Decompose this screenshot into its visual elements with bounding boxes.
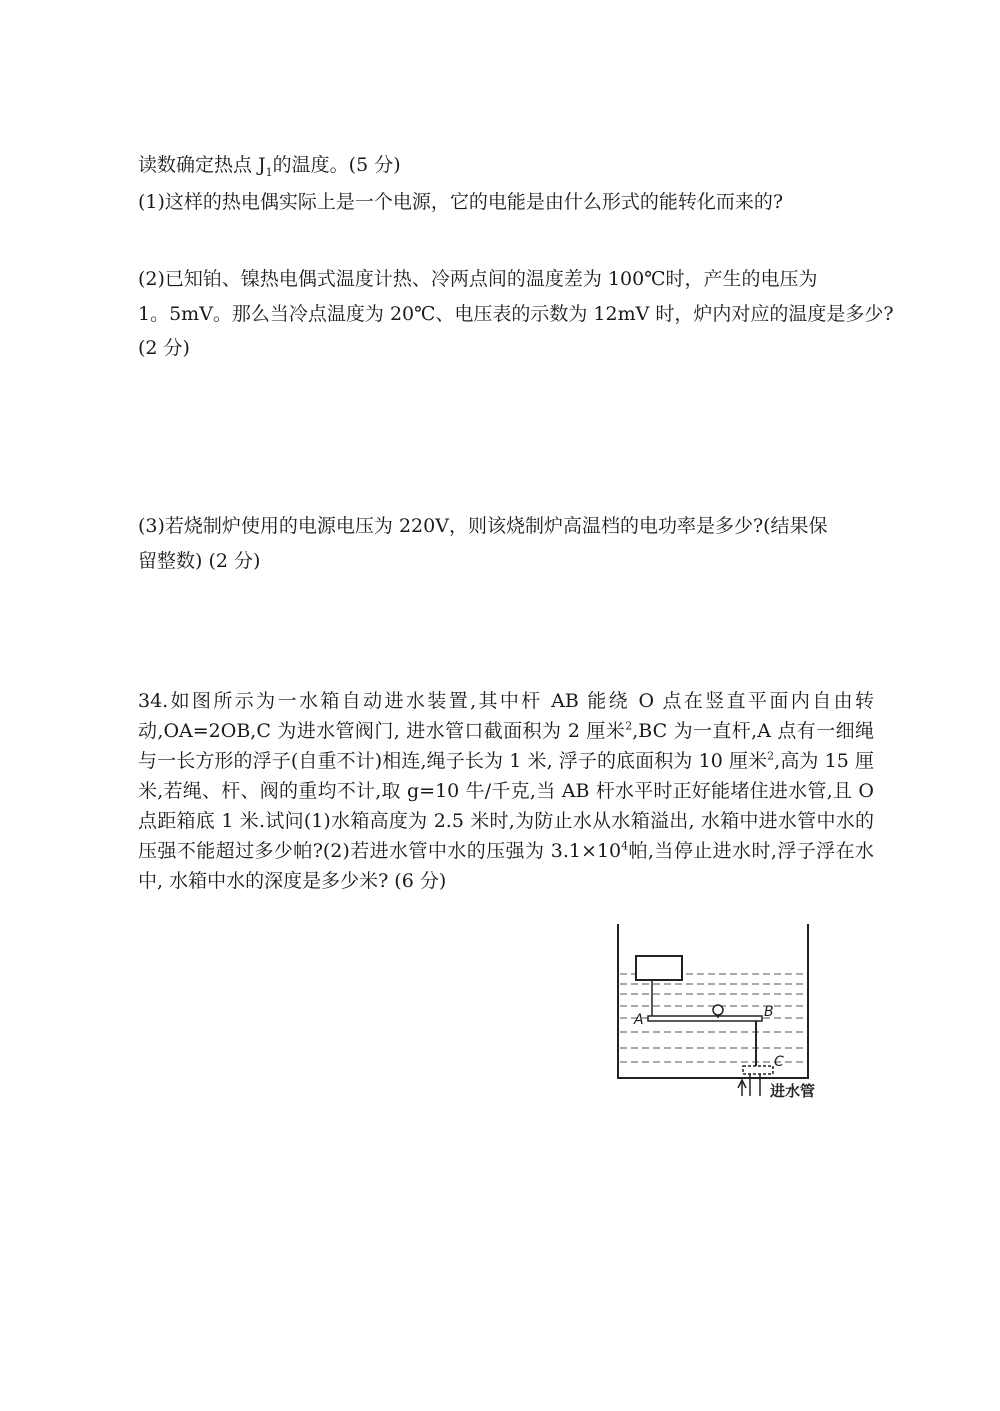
- label-a: A: [634, 1012, 644, 1028]
- superscript-1: 2: [625, 719, 633, 733]
- flow-arrow-icon: [738, 1080, 746, 1096]
- question-1: (1)这样的热电偶实际上是一个电源，它的电能是由什么形式的能转化而来的?: [138, 191, 784, 213]
- question-2-line-3: (2 分): [138, 337, 190, 359]
- intro-subscript: 1: [265, 165, 273, 179]
- problem-34-text-4: 帕,当停止进水时,浮子浮在水中, 水箱中水的深度是多少米? (6 分): [138, 840, 874, 892]
- label-c: C: [774, 1054, 784, 1070]
- superscript-3: 4: [621, 839, 629, 853]
- pipe-label: 进水管: [770, 1082, 816, 1098]
- intro-line: [138, 151, 401, 179]
- superscript-2: 2: [767, 749, 775, 763]
- problem-34-text-1: 34.如图所示为一水箱自动进水装置,其中杆 AB 能绕 O 点在竖直平面内自由转动,OA=2OB,C 为进水管阀门, 进水管口截面积为 2 厘米: [138, 690, 874, 742]
- question-2-line-1: (2)已知铂、镍热电偶式温度计热、冷两点间的温度差为 100℃时，产生的电压为: [138, 268, 818, 290]
- lever-ab: [648, 1016, 762, 1021]
- question-3-line-1: (3)若烧制炉使用的电源电压为 220V，则该烧制炉高温档的电功率是多少?(结果保: [138, 515, 828, 537]
- problem-34-text-3: ,高为 15 厘米,若绳、杆、阀的重均不计,取 g=10 牛/千克,当 AB 杆水平时正好能堵住进水管,且 O 点距箱底 1 米.试问(1)水箱高度为 2.5 米时,为防止水从水箱溢出, 水箱中进水管中水的压强不能超过多少帕?(2)若进水管中水的压强为 3.1×10: [138, 750, 874, 862]
- question-2-line-2: 1。5mV。那么当冷点温度为 20℃、电压表的示数为 12mV 时，炉内对应的温度是多少?: [138, 303, 894, 325]
- intro-text-end: 的温度。(5 分): [272, 154, 401, 176]
- problem-34: [138, 686, 874, 896]
- pivot-o: [713, 1005, 723, 1015]
- problem-34-text-2: ,BC 为一直杆,A 点有一细绳与一长方形的浮子(自重不计)相连,绳子长为 1 米, 浮子的底面积为 10 厘米: [138, 720, 875, 772]
- water-tank-diagram: [598, 918, 858, 1098]
- float-box: [636, 956, 682, 980]
- intro-text: 读数确定热点 J: [138, 154, 266, 176]
- valve-c: [743, 1066, 773, 1074]
- label-b: B: [764, 1004, 774, 1020]
- question-3-line-2: 留整数) (2 分): [138, 550, 261, 572]
